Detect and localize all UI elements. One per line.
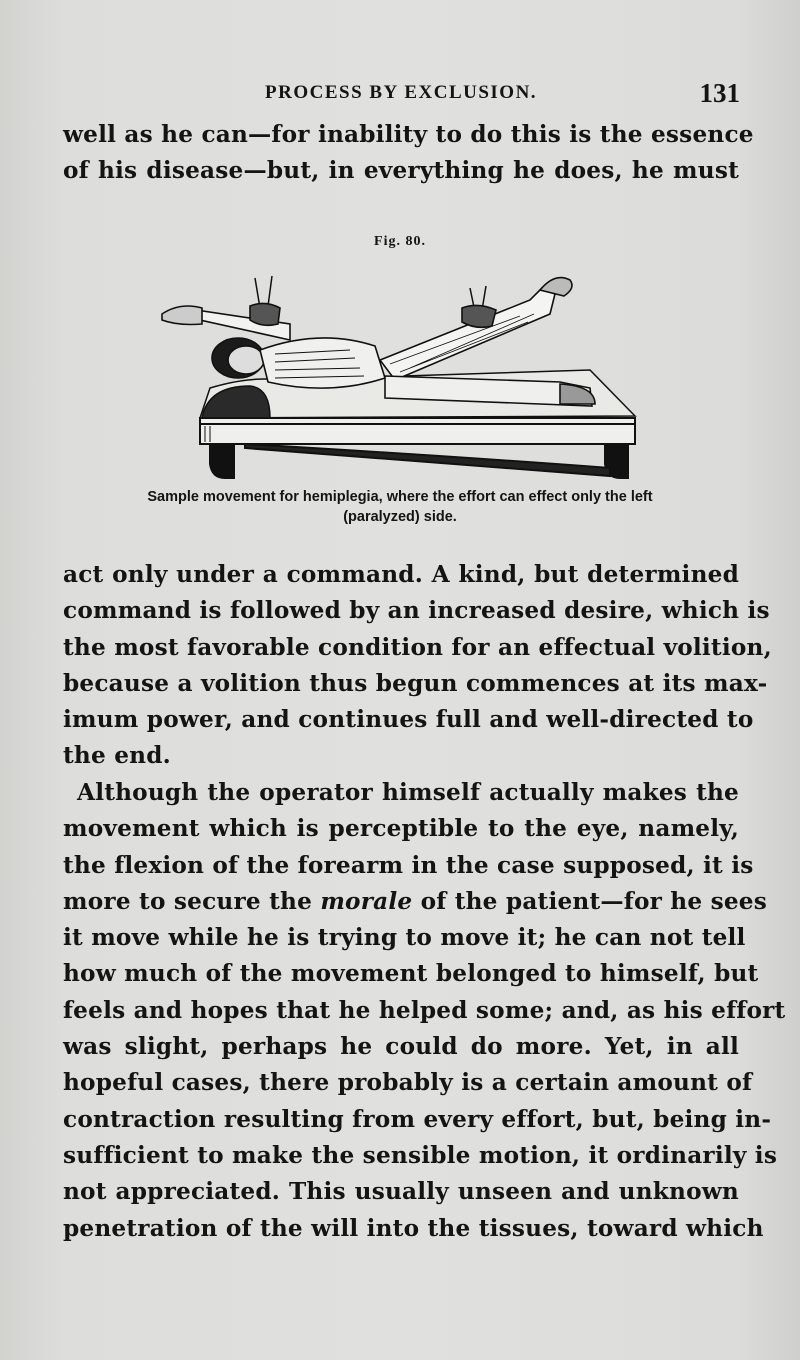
- page-number: 131: [699, 78, 740, 108]
- paragraph-command: [63, 557, 772, 775]
- paragraph-operator: [63, 775, 786, 1247]
- text-line: not appreciated. This usually unseen and unknown: [63, 1178, 739, 1206]
- text-line: well as he can—for inability to do this is the essence: [63, 121, 754, 148]
- caption-line: Sample movement for hemiplegia, where the effort can effect only the left: [147, 489, 653, 505]
- figure-caption: [60, 487, 740, 527]
- text-line: the end.: [63, 742, 171, 770]
- text-line: the most favorable condition for an effectual volition,: [63, 633, 772, 661]
- text-line: hopeful cases, there probably is a certain amount of: [63, 1069, 753, 1097]
- text-line: was slight, perhaps he could do more. Yet, in all: [63, 1033, 739, 1061]
- text-line: it move while he is trying to move it; he can not tell: [63, 924, 746, 952]
- text-line-with-italic: [63, 884, 768, 920]
- hemiplegia-figure-illustration: [150, 258, 650, 488]
- running-head: [255, 78, 740, 108]
- italic-word: morale: [320, 887, 413, 915]
- text-line: of his disease—but, in everything he does, he must: [63, 157, 739, 185]
- text-line: penetration of the will into the tissues, toward which: [63, 1214, 764, 1242]
- running-title: PROCESS BY EXCLUSION.: [265, 82, 538, 103]
- text-line: because a volition thus begun commences at its max-: [63, 669, 768, 697]
- bed-frame: [200, 418, 635, 478]
- text-line: movement which is perceptible to the eye, namely,: [63, 815, 739, 843]
- text-line: contraction resulting from every effort, but, being in-: [63, 1105, 772, 1133]
- text-line: command is followed by an increased desire, which is: [63, 597, 770, 625]
- text-segment: of the patient—for he sees: [412, 887, 768, 915]
- figure-label: Fig. 80.: [374, 234, 426, 249]
- text-segment: more to secure the: [63, 887, 321, 915]
- text-line: how much of the movement belonged to himself, but: [63, 960, 759, 988]
- text-line: act only under a command. A kind, but determined: [63, 561, 739, 588]
- text-line: feels and hopes that he helped some; and, as his effort: [63, 996, 786, 1024]
- text-line: the flexion of the forearm in the case supposed, it is: [63, 851, 754, 879]
- text-line: sufficient to make the sensible motion, it ordinarily is: [63, 1141, 778, 1169]
- top-text-block: [63, 117, 754, 190]
- text-line: imum power, and continues full and well-directed to: [63, 706, 754, 734]
- text-line: Although the operator himself actually makes the: [77, 779, 739, 806]
- caption-line: (paralyzed) side.: [343, 509, 457, 525]
